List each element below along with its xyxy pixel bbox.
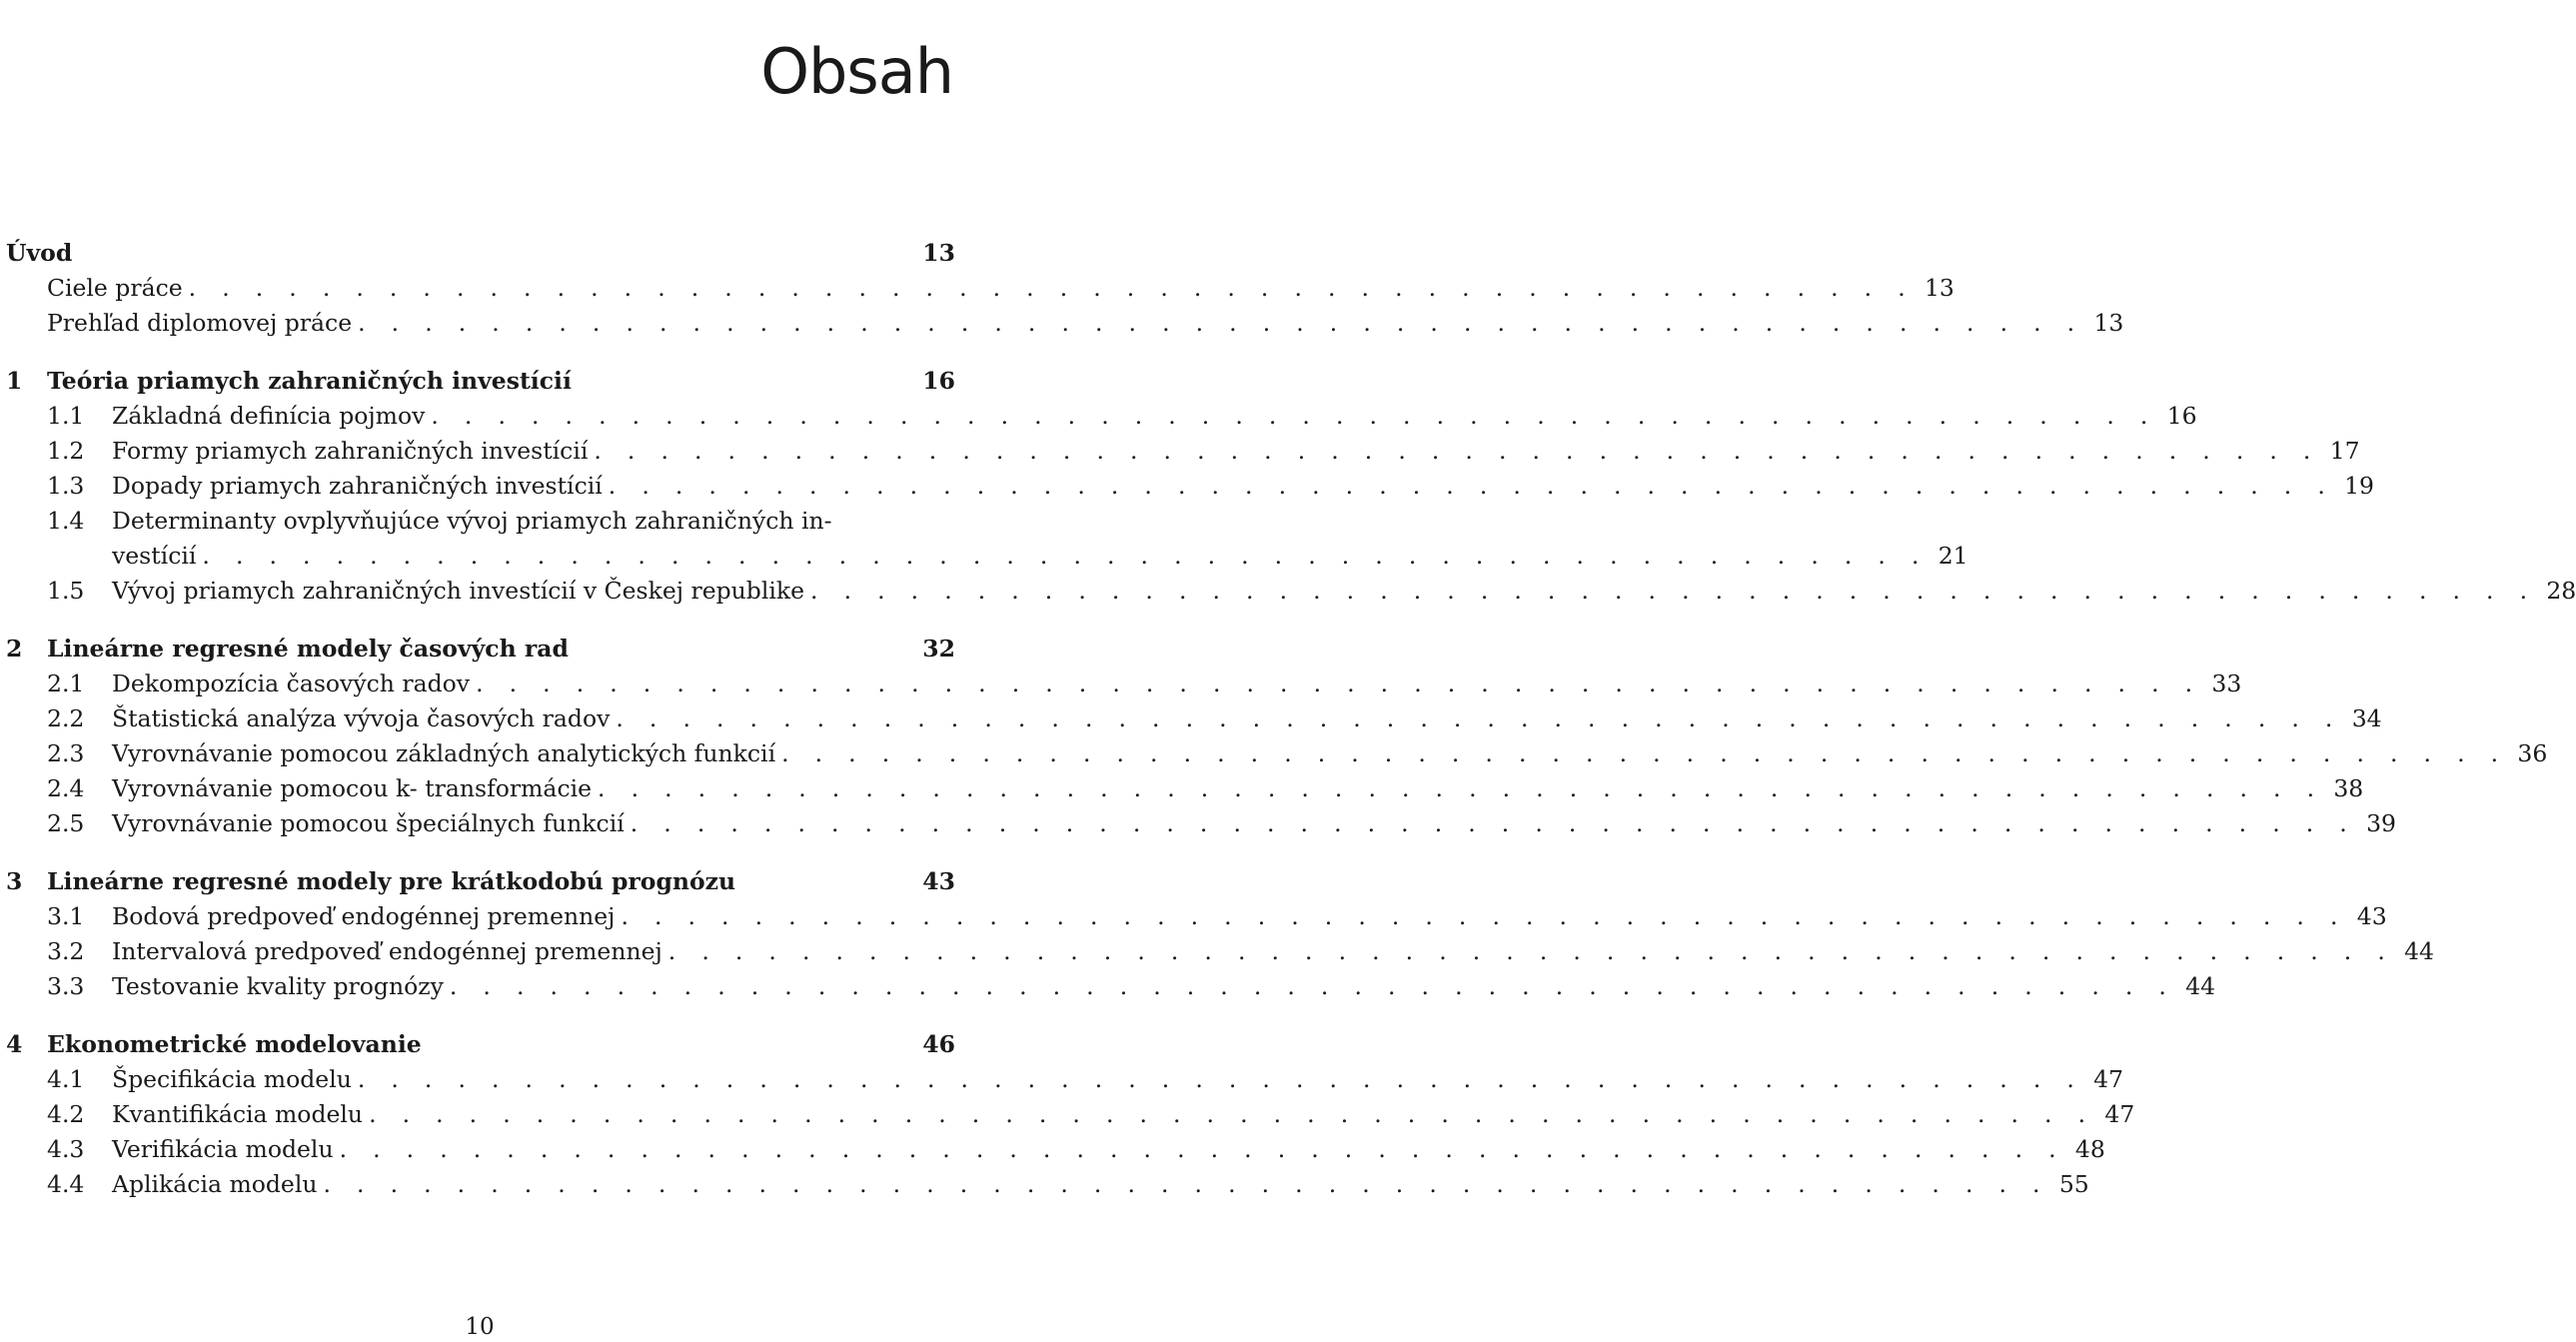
toc-entry-title: Ciele práce	[47, 274, 183, 302]
dot-leader: . . . . . . . . . . . . . . . . . . . . . . . . . . . . . . . . . . . . . . . . . . . . . . . . . . . .	[188, 274, 1915, 302]
toc-entry-number: 2.2	[47, 704, 85, 732]
toc-section-chapter-1	[6, 364, 2576, 609]
toc-entry-number: 1.2	[47, 437, 85, 465]
dot-leader: . . . . . . . . . . . . . . . . . . . . . . . . . . . . . . . . . . . . . . . . . . . . . . . . . . . .	[630, 809, 2357, 837]
toc-entry-intro[interactable]	[6, 236, 955, 271]
toc-chapter-number: 2	[6, 635, 23, 663]
toc-chapter-3[interactable]	[6, 864, 955, 899]
toc-entry-number: 4.2	[47, 1100, 85, 1128]
toc-entry-number: 2.1	[47, 670, 85, 697]
table-of-contents	[6, 236, 2576, 1225]
toc-entry-number: 1.1	[47, 402, 85, 430]
dot-leader: . . . . . . . . . . . . . . . . . . . . . . . . . . . . . . . . . . . . . . . . . . . . . . . . . . . .	[594, 437, 2320, 465]
toc-entry-title: Intervalová predpoveď endogénnej premennej	[112, 937, 662, 965]
toc-entry-title: Ekonometrické modelovanie	[47, 1030, 422, 1058]
toc-entry-1-4[interactable]	[6, 504, 955, 539]
toc-entry-ciele-prace[interactable]	[6, 271, 1954, 306]
toc-entry-4-2[interactable]	[6, 1097, 2135, 1132]
toc-entry-page: 43	[922, 867, 955, 895]
toc-entry-number: 2.4	[47, 774, 85, 802]
toc-entry-title: Úvod	[6, 239, 73, 267]
dot-leader: . . . . . . . . . . . . . . . . . . . . . . . . . . . . . . . . . . . . . . . . . . . . . . . . . . . .	[608, 472, 2335, 500]
toc-entry-number: 1.3	[47, 472, 85, 500]
toc-entry-2-3[interactable]	[6, 736, 2548, 771]
toc-entry-1-2[interactable]	[6, 434, 2360, 469]
toc-entry-number: 4.3	[47, 1135, 85, 1163]
toc-entry-page: 32	[922, 635, 955, 663]
dot-leader: . . . . . . . . . . . . . . . . . . . . . . . . . . . . . . . . . . . . . . . . . . . . . . . . . . . .	[369, 1100, 2095, 1128]
dot-leader: . . . . . . . . . . . . . . . . . . . . . . . . . . . . . . . . . . . . . . . . . . . . . . . . . . . .	[598, 774, 2324, 802]
toc-entry-3-1[interactable]	[6, 899, 2387, 934]
toc-entry-page: 28	[2546, 577, 2576, 605]
toc-entry-2-5[interactable]	[6, 806, 2396, 841]
toc-entry-1-1[interactable]	[6, 399, 2197, 434]
toc-section-chapter-3	[6, 864, 2434, 1004]
toc-entry-page: 48	[2074, 1135, 2105, 1163]
dot-leader: . . . . . . . . . . . . . . . . . . . . . . . . . . . . . . . . . . . . . . . . . . . . . . . . . . . .	[357, 1065, 2084, 1093]
toc-entry-title: Dekompozícia časových radov	[112, 670, 471, 697]
toc-entry-title: Dopady priamych zahraničných investícií	[112, 472, 603, 500]
toc-entry-number: 3.2	[47, 937, 85, 965]
dot-leader: . . . . . . . . . . . . . . . . . . . . . . . . . . . . . . . . . . . . . . . . . . . . . . . . . . . .	[323, 1170, 2049, 1198]
toc-entry-page: 16	[922, 367, 955, 395]
toc-entry-prehlad[interactable]	[6, 306, 2124, 341]
toc-entry-page: 13	[1924, 274, 1954, 302]
toc-chapter-2[interactable]	[6, 632, 955, 667]
toc-entry-3-3[interactable]	[6, 969, 2216, 1004]
dot-leader: . . . . . . . . . . . . . . . . . . . . . . . . . . . . . . . . . . . . . . . . . . . . . . . . . . . .	[358, 309, 2084, 337]
toc-chapter-number: 1	[6, 367, 23, 395]
toc-entry-page: 13	[922, 239, 955, 267]
toc-entry-page: 21	[1937, 542, 1968, 570]
toc-entry-page: 47	[2093, 1065, 2124, 1093]
toc-entry-1-4-continued[interactable]	[6, 539, 1968, 574]
toc-entry-page: 43	[2356, 902, 2387, 930]
dot-leader: . . . . . . . . . . . . . . . . . . . . . . . . . . . . . . . . . . . . . . . . . . . . . . . . . . . .	[616, 704, 2342, 732]
toc-entry-4-4[interactable]	[6, 1167, 2089, 1202]
toc-entry-title: Kvantifikácia modelu	[112, 1100, 364, 1128]
toc-chapter-1[interactable]	[6, 364, 955, 399]
toc-entry-page: 44	[2185, 972, 2216, 1000]
toc-entry-title: Základná definícia pojmov	[112, 402, 426, 430]
toc-entry-page: 16	[2166, 402, 2197, 430]
toc-entry-title: Verifikácia modelu	[112, 1135, 334, 1163]
toc-entry-title: Špecifikácia modelu	[112, 1065, 352, 1093]
toc-entry-4-3[interactable]	[6, 1132, 2105, 1167]
toc-entry-title: Formy priamych zahraničných investícií	[112, 437, 589, 465]
toc-entry-title-continued: vestícií	[112, 542, 197, 570]
toc-entry-title: Vyrovnávanie pomocou špeciálnych funkcií	[112, 809, 625, 837]
toc-entry-page: 55	[2058, 1170, 2089, 1198]
dot-leader: . . . . . . . . . . . . . . . . . . . . . . . . . . . . . . . . . . . . . . . . . . . . . . . . . . . .	[431, 402, 2157, 430]
toc-entry-page: 46	[922, 1030, 955, 1058]
toc-entry-page: 34	[2351, 704, 2382, 732]
toc-entry-3-2[interactable]	[6, 934, 2434, 969]
toc-entry-title: Vyrovnávanie pomocou základných analytických funkcií	[112, 739, 776, 767]
toc-chapter-number: 4	[6, 1030, 23, 1058]
toc-entry-page: 33	[2211, 670, 2242, 697]
toc-entry-title: Prehľad diplomovej práce	[47, 309, 353, 337]
toc-entry-number: 1.5	[47, 577, 85, 605]
toc-entry-page: 17	[2329, 437, 2360, 465]
dot-leader: . . . . . . . . . . . . . . . . . . . . . . . . . . . . . . . . . . . . . . . . . . . . . . . . . . . .	[781, 739, 2508, 767]
toc-entry-title: Aplikácia modelu	[112, 1170, 318, 1198]
toc-entry-page: 13	[2093, 309, 2124, 337]
toc-entry-title: Determinanty ovplyvňujúce vývoj priamych zahraničných in-	[112, 507, 832, 535]
toc-entry-number: 4.4	[47, 1170, 85, 1198]
dot-leader: . . . . . . . . . . . . . . . . . . . . . . . . . . . . . . . . . . . . . . . . . . . . . . . . . . . .	[667, 937, 2395, 965]
toc-entry-title: Testovanie kvality prognózy	[112, 972, 444, 1000]
toc-entry-title: Lineárne regresné modely časových rad	[47, 635, 569, 663]
toc-entry-number: 3.3	[47, 972, 85, 1000]
toc-section-intro	[6, 236, 2124, 341]
toc-entry-page: 36	[2517, 739, 2548, 767]
toc-entry-title: Štatistická analýza vývoja časových radov	[112, 704, 611, 732]
toc-entry-page: 39	[2366, 809, 2396, 837]
toc-entry-2-2[interactable]	[6, 701, 2382, 736]
toc-entry-title: Lineárne regresné modely pre krátkodobú prognózu	[47, 867, 736, 895]
toc-entry-number: 4.1	[47, 1065, 85, 1093]
toc-entry-title: Vyrovnávanie pomocou k- transformácie	[112, 774, 593, 802]
page-title: Obsah	[760, 35, 953, 108]
toc-entry-number: 2.5	[47, 809, 85, 837]
toc-section-chapter-4	[6, 1027, 2135, 1202]
toc-entry-1-5[interactable]	[6, 574, 2576, 609]
toc-entry-page: 47	[2104, 1100, 2135, 1128]
toc-entry-2-4[interactable]	[6, 771, 2364, 806]
toc-entry-page: 38	[2333, 774, 2364, 802]
dot-leader: . . . . . . . . . . . . . . . . . . . . . . . . . . . . . . . . . . . . . . . . . . . . . . . . . . . .	[339, 1135, 2065, 1163]
toc-entry-number: 3.1	[47, 902, 85, 930]
dot-leader: . . . . . . . . . . . . . . . . . . . . . . . . . . . . . . . . . . . . . . . . . . . . . . . . . . . .	[476, 670, 2202, 697]
dot-leader: . . . . . . . . . . . . . . . . . . . . . . . . . . . . . . . . . . . . . . . . . . . . . . . . . . . .	[202, 542, 1929, 570]
dot-leader: . . . . . . . . . . . . . . . . . . . . . . . . . . . . . . . . . . . . . . . . . . . . . . . . . . . .	[621, 902, 2347, 930]
toc-entry-title: Bodová predpoveď endogénnej premennej	[112, 902, 616, 930]
dot-leader: . . . . . . . . . . . . . . . . . . . . . . . . . . . . . . . . . . . . . . . . . . . . . . . . . . . .	[810, 577, 2537, 605]
toc-entry-page: 19	[2344, 472, 2374, 500]
toc-entry-number: 1.4	[47, 507, 85, 535]
toc-entry-number: 2.3	[47, 739, 85, 767]
dot-leader: . . . . . . . . . . . . . . . . . . . . . . . . . . . . . . . . . . . . . . . . . . . . . . . . . . . .	[449, 972, 2176, 1000]
toc-entry-2-1[interactable]	[6, 667, 2242, 701]
toc-chapter-4[interactable]	[6, 1027, 955, 1062]
toc-entry-title: Teória priamych zahraničných investícií	[47, 367, 572, 395]
toc-entry-1-3[interactable]	[6, 469, 2374, 504]
toc-entry-page: 44	[2404, 937, 2434, 965]
page-number: 10	[465, 1314, 495, 1340]
toc-entry-4-1[interactable]	[6, 1062, 2124, 1097]
toc-entry-title: Vývoj priamych zahraničných investícií v Českej republike	[112, 577, 805, 605]
toc-chapter-number: 3	[6, 867, 23, 895]
toc-section-chapter-2	[6, 632, 2548, 841]
